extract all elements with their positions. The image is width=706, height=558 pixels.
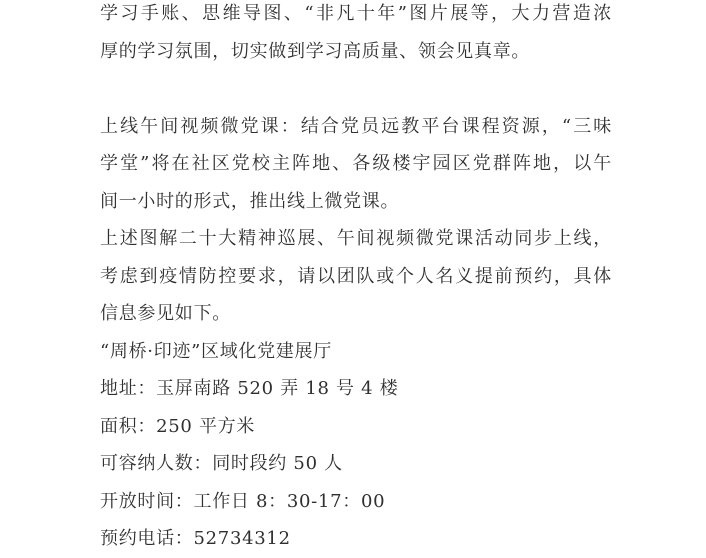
text-line: 开放时间：工作日 8：30-17：00 bbox=[100, 490, 386, 512]
text-line: 地址：玉屏南路 520 弄 18 号 4 楼 bbox=[100, 378, 399, 399]
text-line: 面积：250 平方米 bbox=[100, 415, 256, 437]
text-line: 学堂”将在社区党校主阵地、各级楼宇园区党群阵地，以午 bbox=[100, 153, 612, 174]
text-line: 间一小时的形式，推出线上微党课。 bbox=[100, 190, 400, 212]
text-line: 厚的学习氛围，切实做到学习高质量、领会见真章。 bbox=[100, 40, 531, 62]
blank-line bbox=[100, 70, 612, 108]
text-line: “周桥·印迹”区域化党建展厅 bbox=[100, 340, 332, 362]
text-line: 上述图解二十大精神巡展、午间视频微党课活动同步上线， bbox=[100, 228, 612, 249]
document-page bbox=[100, 0, 612, 558]
text-line: 学习手账、思维导图、“非凡十年”图片展等，大力营造浓 bbox=[100, 3, 612, 24]
text-line: 可容纳人数：同时段约 50 人 bbox=[100, 453, 343, 474]
text-line: 信息参见如下。 bbox=[100, 303, 231, 324]
text-line: 预约电话：52734312 bbox=[100, 528, 291, 549]
text-line: 考虑到疫情防控要求，请以团队或个人名义提前预约，具体 bbox=[100, 265, 612, 287]
text-line: 上线午间视频微党课：结合党员远教平台课程资源，“三味 bbox=[100, 115, 612, 137]
